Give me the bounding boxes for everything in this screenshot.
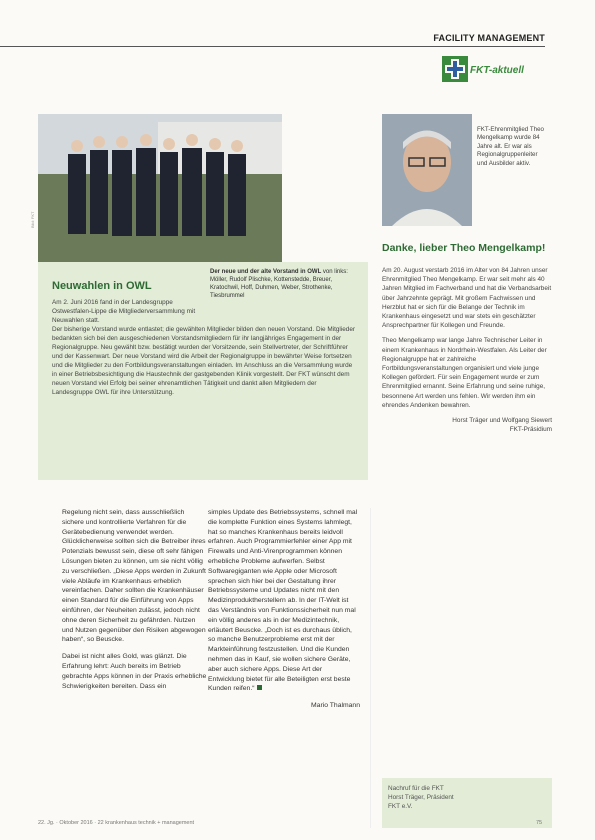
- article-author: Mario Thalmann: [311, 702, 360, 710]
- info-box-intro: Am 2. Juni 2016 fand in der Landesgruppe Ostwestfalen-Lippe die Mitgliederversammlung mit Neuwahlen statt.: [52, 299, 196, 324]
- portrait-photo: [382, 114, 472, 226]
- footer-info-line: FKT e.V.: [388, 803, 413, 810]
- folio-left: 22. Jg. · Oktober 2016 · 22 krankenhaus technik + management: [38, 820, 195, 826]
- end-square-icon: [257, 685, 262, 690]
- header-rule: [0, 46, 545, 47]
- group-photo: [38, 114, 282, 262]
- article-column-1: [62, 508, 207, 698]
- signature-org: FKT-Präsidium: [509, 426, 552, 434]
- fkt-cross-icon: [442, 56, 468, 82]
- article-paragraph: Regelung nicht sein, dass ausschließlich sichere und kontrollierte Verfahren für die Gerätebedienung verwendet werden. Glücklicherweise sollten sich die Betreiber ihres Potenzials bewusst sein, diese oft sehr fähigen Lösungen bieten zu können, um sie nicht völlig zu verschließen. „Diese Apps werden in Zukunft viele Abläufe im Krankenhaus erheblich vereinfachen. Daher sollten die Krankenhäuser einen Standard für die Einführung von Apps einführen, der Neuheiten zulässt, jedoch nicht ohne deren Sicherheit zu gefährden. Nutzen und Nutzen gegenüber den Risiken abgewogen haben“, so Beuscke.: [62, 509, 206, 644]
- photo-caption-text: von links: Möller, Rudolf Plischke, Kottenstedde, Breuer, Kratochwil, Hoff, Duhmen, Weber, Strothenke, Tiesbrummel: [210, 269, 348, 299]
- obituary-text: [382, 266, 552, 440]
- obituary-heading: Danke, lieber Theo Mengelkamp!: [382, 242, 546, 254]
- column-divider: [370, 508, 371, 828]
- info-box-body: Der bisherige Vorstand wurde entlastet; die gewählten Mitglieder bilden den neuen Vorstand. Die Mitglieder bedankten sich bei den ausgeschiedenen Vorstandsmitgliedern für ihr langjähriges Engagement in der Regionalgruppe. Neu gewählt bzw. bestätigt wurden der Vorsitzende, sein Stellvertreter, der Schriftführer und der Kassenwart. Der neue Vorstand wird die Arbeit der Regionalgruppe in bewährter Weise fortsetzen und die Mitglieder zu den Fortbildungsveranstaltungen einladen. Im Anschluss an die Versammlung wurde in einer Betriebsbesichtigung die Haustechnik der gastgebenden Klinik vorgestellt. Der FKT wünscht dem neuen Vorstand viel Erfolg bei seiner ehrenamtlichen Tätigkeit und dankt allen Mitgliedern der Landesgruppe OWL für ihre Unterstützung.: [52, 326, 356, 396]
- photo-caption-title: Der neue und der alte Vorstand in OWL: [210, 269, 322, 275]
- section-label: FACILITY MANAGEMENT: [433, 33, 545, 43]
- footer-info-text: [388, 784, 548, 811]
- obituary-signature: [382, 416, 552, 434]
- portrait-caption: FKT-Ehrenmitglied Theo Mengelkamp wurde 84 Jahre alt. Er war als Regionalgruppenleiter und Ausbilder aktiv.: [477, 126, 544, 167]
- photo-credit: Bild: FKT: [30, 211, 35, 228]
- group-photo-illustration: [38, 114, 282, 262]
- photo-caption: [210, 268, 360, 300]
- footer-info-line: Nachruf für die FKT: [388, 785, 444, 792]
- article-paragraph-text: simples Update des Betriebssystems, schnell mal die komplette Funktion eines Systems lahmlegt, hat so manches Krankenhaus bereits leidvoll erfahren. Auch Programmierfehler einer App mit Firewalls und Anti-Virenprogrammen können erhebliche Probleme aufwerfen. Selbst Softwaregiganten wie Apple oder Microsoft sprechen sich hier bei der Gestaltung ihrer Betriebssysteme und Updates nicht mit den Medizinproduktherstellern ab. In der IT-Welt ist das Verständnis von Funktionssicherheit nun mal ein völlig anderes als in der Medizintechnik, erläutert Beuscke. „Doch ist es durchaus üblich, so manche Benutzerprobleme erst mit der Markteinführung festzustellen. Und die Kunden nehmen das in Kauf, sie wollen sichere Geräte, aber auch sichere Apps. Diese Art der Entwicklung bietet für alle Beteiligten erst beste Kunden reifen.“: [208, 509, 358, 693]
- fkt-logo-text: FKT-aktuell: [470, 65, 524, 76]
- article-paragraph: Dabei ist nicht alles Gold, was glänzt. Die Erfahrung lehrt: Auch bereits im Betrieb gebrachte Apps können in der Praxis erhebliche Schwierigkeiten bereiten. Dass ein: [62, 653, 207, 690]
- page-number: 75: [536, 820, 543, 826]
- article-column-2: [208, 508, 360, 718]
- portrait-illustration: [382, 114, 472, 226]
- footer-info-line: Horst Träger, Präsident: [388, 794, 454, 801]
- signature-names: Horst Träger und Wolfgang Siewert: [452, 417, 552, 425]
- article-paragraph: [208, 508, 360, 694]
- obituary-paragraph: Am 20. August verstarb 2016 im Alter von 84 Jahren unser Ehrenmitglied Theo Mengelkamp. Er war seit mehr als 40 Jahren Mitglied im Fachverband und hat die Verbandsarbeit über Jahrzehnte geprägt. Mit großem Fachwissen und Herzblut hat er sich für die Belange der Technik im Krankenhaus eingesetzt und war stets ein geschätzter Ansprechpartner für Kollegen und Freunde.: [382, 267, 552, 330]
- info-box-title: Neuwahlen in OWL: [52, 280, 152, 292]
- obituary-paragraph: Theo Mengelkamp war lange Jahre Technischer Leiter in einem Krankenhaus in Nordrhein-Westfalen. Als Leiter der Regionalgruppe hat er zahlreiche Fortbildungsveranstaltungen organisiert und viele junge Kollegen gefördert. Für sein Engagement wurde er zum Ehrenmitglied ernannt. Seine Erfahrung und seine ruhige, besonnene Art werden uns fehlen. Wir werden ihm ein ehrendes Andenken bewahren.: [382, 337, 547, 409]
